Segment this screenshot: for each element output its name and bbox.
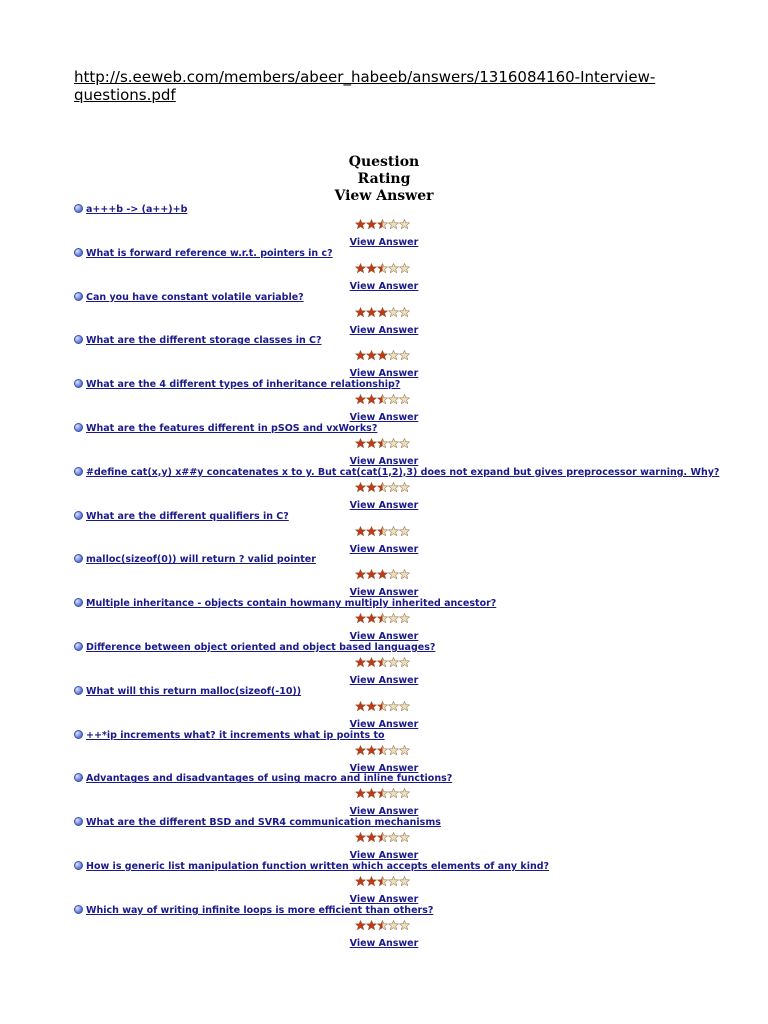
- rating-stars: [355, 219, 411, 230]
- view-answer-link[interactable]: View Answer: [349, 280, 419, 292]
- bullet-icon: [74, 773, 83, 782]
- view-answer-link[interactable]: View Answer: [349, 237, 419, 248]
- star-icon: [366, 482, 376, 491]
- star-icon: [366, 438, 376, 447]
- question-link[interactable]: What are the 4 different types of inheritance relationship?: [86, 379, 401, 391]
- view-answer-row: [0, 456, 768, 467]
- star-icon: [377, 920, 387, 929]
- view-answer-row: [0, 325, 768, 336]
- star-icon: [388, 438, 398, 447]
- header-view-answer: View Answer: [334, 188, 434, 204]
- star-icon: [377, 614, 387, 623]
- star-icon: [355, 614, 365, 623]
- question-link[interactable]: What are the features different in pSOS and vxWorks?: [86, 423, 378, 434]
- view-answer-row: [0, 631, 768, 642]
- view-answer-link[interactable]: View Answer: [349, 587, 419, 599]
- star-icon: [399, 833, 409, 842]
- view-answer-link[interactable]: View Answer: [349, 762, 419, 774]
- star-icon: [388, 657, 398, 666]
- star-icon: [388, 570, 398, 579]
- bullet-icon: [74, 817, 83, 826]
- star-icon: [399, 307, 409, 316]
- question-row: [74, 423, 377, 437]
- question-link[interactable]: ++*ip increments what? it increments what ip points to: [86, 729, 385, 741]
- rating-stars: [355, 263, 411, 274]
- star-icon: [399, 438, 409, 447]
- star-icon: [399, 526, 409, 535]
- source-url-link[interactable]: http://s.eeweb.com/members/abeer_habeeb/answers/1316084160-Interview-questions.pdf: [74, 68, 656, 104]
- question-link[interactable]: malloc(sizeof(0)) will return ? valid pointer: [86, 554, 316, 566]
- star-icon: [355, 876, 365, 885]
- star-icon: [377, 833, 387, 842]
- question-link[interactable]: What are the different storage classes in C?: [86, 335, 322, 347]
- star-icon: [388, 307, 398, 316]
- rating-stars: [355, 438, 411, 449]
- star-icon: [355, 351, 365, 360]
- rating-stars: [355, 876, 411, 887]
- question-row: [74, 773, 452, 787]
- star-icon: [377, 701, 387, 710]
- star-icon: [388, 351, 398, 360]
- star-icon: [355, 438, 365, 447]
- view-answer-row: [0, 850, 768, 861]
- view-answer-row: [0, 806, 768, 817]
- question-row: [74, 598, 496, 612]
- rating-stars: [355, 657, 411, 668]
- star-icon: [377, 351, 387, 360]
- bullet-icon: [74, 511, 83, 520]
- star-icon: [399, 920, 409, 929]
- view-answer-row: [0, 368, 768, 379]
- view-answer-row: [0, 719, 768, 730]
- bullet-icon: [74, 248, 83, 257]
- view-answer-link[interactable]: View Answer: [349, 806, 419, 818]
- question-row: [74, 642, 435, 656]
- question-row: [74, 511, 289, 525]
- star-icon: [399, 219, 409, 228]
- question-link[interactable]: #define cat(x,y) x##y concatenates x to y. But cat(cat(1,2),3) does not expand but gives preprocessor warning. Why?: [86, 466, 720, 478]
- rating-stars: [355, 482, 411, 493]
- star-icon: [388, 833, 398, 842]
- star-icon: [377, 263, 387, 272]
- rating-stars: [355, 350, 411, 361]
- star-icon: [388, 482, 398, 491]
- star-icon: [388, 219, 398, 228]
- star-icon: [355, 526, 365, 535]
- rating-stars: [355, 569, 411, 580]
- star-icon: [388, 614, 398, 623]
- star-icon: [366, 920, 376, 929]
- question-row: [74, 817, 441, 831]
- rating-stars: [355, 745, 411, 756]
- star-icon: [355, 307, 365, 316]
- star-icon: [399, 263, 409, 272]
- view-answer-link[interactable]: View Answer: [349, 850, 419, 862]
- star-icon: [366, 526, 376, 535]
- star-icon: [366, 833, 376, 842]
- question-link[interactable]: a+++b -> (a++)+b: [86, 204, 188, 215]
- star-icon: [377, 570, 387, 579]
- star-icon: [355, 395, 365, 404]
- star-icon: [399, 482, 409, 491]
- star-icon: [377, 219, 387, 228]
- star-icon: [366, 307, 376, 316]
- question-link[interactable]: What will this return malloc(sizeof(-10)): [86, 685, 302, 697]
- rating-stars: [355, 832, 411, 843]
- question-link[interactable]: What are the different qualifiers in C?: [86, 510, 289, 522]
- star-icon: [377, 438, 387, 447]
- bullet-icon: [74, 730, 83, 739]
- view-answer-row: [0, 938, 768, 949]
- bullet-icon: [74, 905, 83, 914]
- view-answer-row: [0, 544, 768, 555]
- star-icon: [355, 657, 365, 666]
- question-link[interactable]: How is generic list manipulation function written which accepts elements of any kind?: [86, 861, 550, 872]
- question-link[interactable]: Advantages and disadvantages of using macro and inline functions?: [86, 773, 453, 785]
- question-row: [74, 204, 187, 218]
- rating-stars: [355, 613, 411, 624]
- star-icon: [366, 570, 376, 579]
- bullet-icon: [74, 861, 83, 870]
- star-icon: [388, 701, 398, 710]
- star-icon: [366, 395, 376, 404]
- star-icon: [399, 876, 409, 885]
- header-rating: Rating: [357, 171, 411, 187]
- star-icon: [399, 745, 409, 754]
- view-answer-link[interactable]: View Answer: [349, 456, 419, 467]
- bullet-icon: [74, 554, 83, 563]
- star-icon: [377, 307, 387, 316]
- star-icon: [377, 789, 387, 798]
- star-icon: [388, 395, 398, 404]
- question-link[interactable]: What are the different BSD and SVR4 communication mechanisms: [86, 817, 441, 829]
- question-row: [74, 248, 333, 262]
- star-icon: [399, 351, 409, 360]
- question-row: [74, 905, 433, 919]
- star-icon: [366, 789, 376, 798]
- rating-stars: [355, 526, 411, 537]
- star-icon: [355, 263, 365, 272]
- bullet-icon: [74, 379, 83, 388]
- star-icon: [377, 657, 387, 666]
- rating-stars: [355, 920, 411, 931]
- rating-stars: [355, 307, 411, 318]
- star-icon: [388, 920, 398, 929]
- star-icon: [355, 219, 365, 228]
- star-icon: [399, 614, 409, 623]
- view-answer-link[interactable]: View Answer: [349, 499, 419, 511]
- view-answer-link[interactable]: View Answer: [349, 368, 419, 380]
- view-answer-row: [0, 675, 768, 686]
- bullet-icon: [74, 204, 83, 213]
- star-icon: [377, 745, 387, 754]
- star-icon: [366, 219, 376, 228]
- question-link[interactable]: What is forward reference w.r.t. pointers in c?: [86, 247, 333, 259]
- view-answer-row: [0, 894, 768, 905]
- bullet-icon: [74, 467, 83, 476]
- bullet-icon: [74, 292, 83, 301]
- question-row: [74, 730, 385, 744]
- bullet-icon: [74, 642, 83, 651]
- view-answer-link[interactable]: View Answer: [349, 937, 419, 949]
- bullet-icon: [74, 423, 83, 432]
- question-row: [74, 686, 301, 700]
- view-answer-row: [0, 500, 768, 511]
- star-icon: [388, 745, 398, 754]
- star-icon: [388, 263, 398, 272]
- bullet-icon: [74, 686, 83, 695]
- star-icon: [399, 395, 409, 404]
- star-icon: [355, 920, 365, 929]
- bullet-icon: [74, 598, 83, 607]
- star-icon: [366, 351, 376, 360]
- view-answer-row: [0, 237, 768, 248]
- view-answer-link[interactable]: View Answer: [349, 324, 419, 336]
- question-row: [74, 335, 322, 349]
- header-question: Question: [348, 154, 420, 170]
- view-answer-link[interactable]: View Answer: [349, 675, 419, 686]
- star-icon: [355, 701, 365, 710]
- view-answer-row: [0, 412, 768, 423]
- star-icon: [399, 789, 409, 798]
- question-row: [74, 861, 549, 875]
- view-answer-link[interactable]: View Answer: [349, 718, 419, 730]
- star-icon: [399, 701, 409, 710]
- star-icon: [366, 876, 376, 885]
- star-icon: [377, 526, 387, 535]
- question-link[interactable]: Which way of writing infinite loops is more efficient than others?: [86, 904, 434, 916]
- star-icon: [355, 833, 365, 842]
- question-link[interactable]: Difference between object oriented and object based languages?: [86, 642, 436, 653]
- star-icon: [366, 701, 376, 710]
- question-row: [74, 554, 316, 568]
- view-answer-link[interactable]: View Answer: [349, 412, 419, 424]
- view-answer-link[interactable]: View Answer: [349, 894, 419, 905]
- rating-stars: [355, 701, 411, 712]
- question-row: [74, 379, 400, 393]
- star-icon: [388, 789, 398, 798]
- star-icon: [377, 876, 387, 885]
- star-icon: [399, 570, 409, 579]
- view-answer-row: [0, 763, 768, 774]
- view-answer-row: [0, 281, 768, 292]
- question-link[interactable]: Can you have constant volatile variable?: [86, 291, 304, 303]
- star-icon: [399, 657, 409, 666]
- star-icon: [355, 482, 365, 491]
- question-row: [74, 467, 719, 481]
- rating-stars: [355, 394, 411, 405]
- star-icon: [355, 745, 365, 754]
- star-icon: [366, 657, 376, 666]
- star-icon: [388, 876, 398, 885]
- view-answer-link[interactable]: View Answer: [349, 543, 419, 555]
- star-icon: [377, 395, 387, 404]
- view-answer-link[interactable]: View Answer: [349, 631, 419, 643]
- rating-stars: [355, 788, 411, 799]
- star-icon: [377, 482, 387, 491]
- question-link[interactable]: Multiple inheritance - objects contain howmany multiply inherited ancestor?: [86, 598, 497, 610]
- star-icon: [355, 789, 365, 798]
- star-icon: [366, 263, 376, 272]
- star-icon: [366, 614, 376, 623]
- star-icon: [388, 526, 398, 535]
- bullet-icon: [74, 335, 83, 344]
- question-row: [74, 292, 304, 306]
- star-icon: [366, 745, 376, 754]
- view-answer-row: [0, 587, 768, 598]
- star-icon: [355, 570, 365, 579]
